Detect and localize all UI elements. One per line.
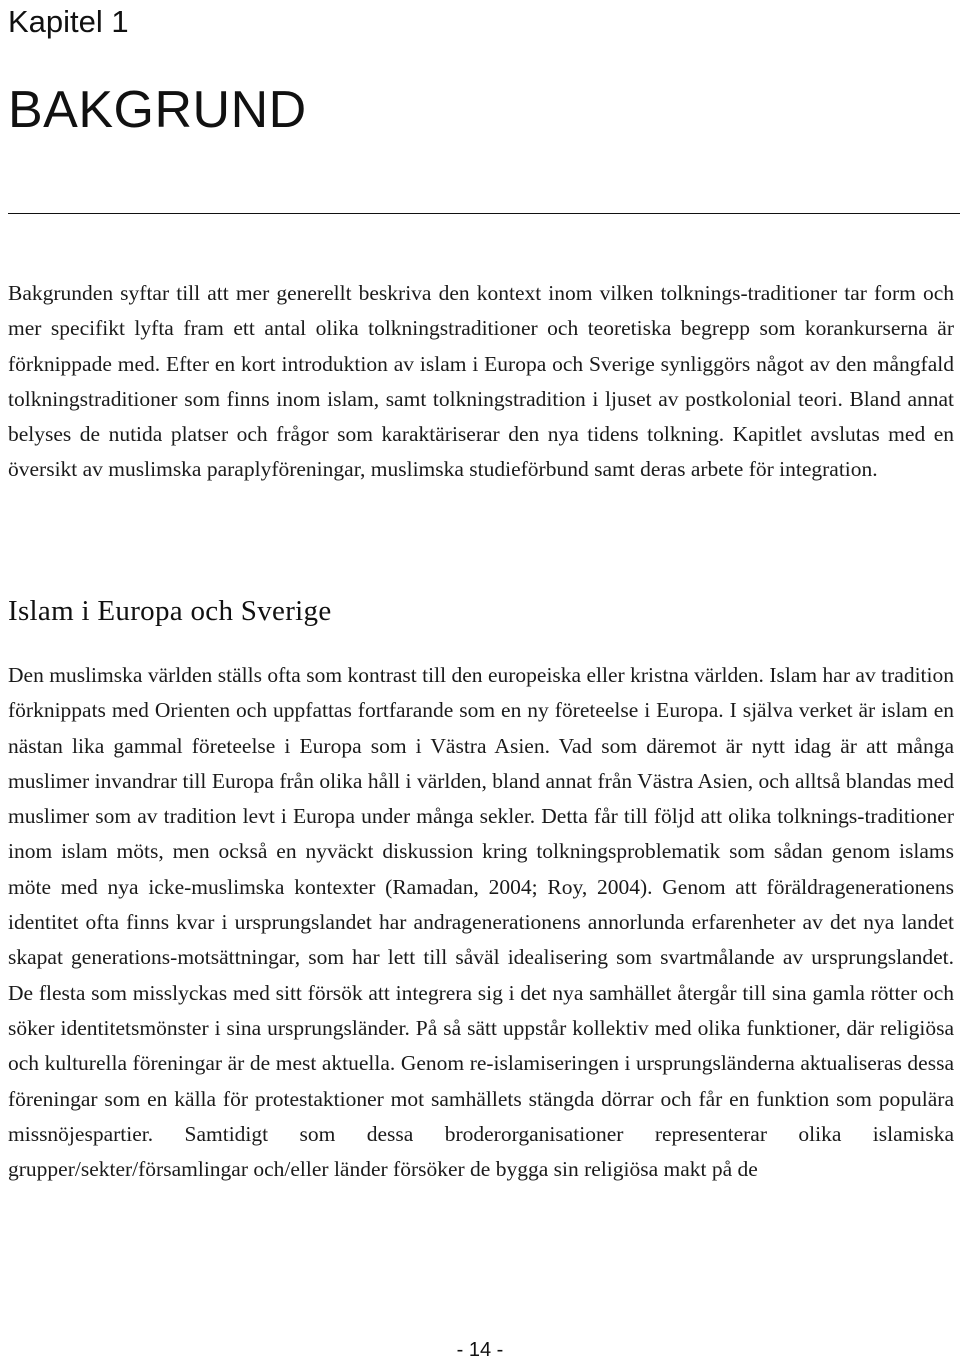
chapter-label: Kapitel 1 [8, 4, 129, 39]
intro-paragraph: Bakgrunden syftar till att mer generellt beskriva den kontext inom vilken tolknings-traditioner tar form och mer specifikt lyfta fram ett antal olika tolkningstraditioner och teoretiska begrepp som korankurserna är förknippade med. Efter en kort introduktion av islam i Europa och Sverige synliggörs något av den mångfald tolkningstraditioner som finns inom islam, samt tolkningstradition i ljuset av postkolonial teori. Bland annat belyses de nutida platser och frågor som karaktäriserar den nya tidens tolkning. Kapitlet avslutas med en översikt av muslimska paraplyföreningar, muslimska studieförbund samt deras arbete för integration. [8, 281, 954, 482]
chapter-divider [8, 213, 960, 214]
page-number: - 14 - [456, 1339, 504, 1361]
section-paragraph: Den muslimska världen ställs ofta som kontrast till den europeiska eller kristna världen. Islam har av tradition förknippats med Orienten och uppfattas fortfarande som en ny företeelse i Europa. I själva verket är islam en nästan lika gammal företeelse i Europa som i Västra Asien. Vad som däremot är nytt idag är att många muslimer invandrar till Europa från olika håll i världen, bland annat från Västra Asien, och alltså blandas med muslimer som av tradition levt i Europa under många sekler. Detta får till följd att olika tolknings-traditioner inom islam möts, men också en nyväckt diskussion kring tolkningsproblematik som sådan genom islams möte med nya icke-muslimska kontexter (Ramadan, 2004; Roy, 2004). Genom att föräldragenerationens identitet ofta finns kvar i ursprungslandet har andragenerationens annorlunda erfarenheter av det nya landet skapat generations-motsättningar, som har lett till såväl idealisering som svartmålande av ursprungslandet. De flesta som misslyckas med sitt försök att integrera sig i det nya samhället återgår till sina gamla rötter och söker identitetsmönster i sina ursprungsländer. På så sätt uppstår kollektiv med olika funktioner, där religiösa och kulturella föreningar är de mest aktuella. Genom re-islamiseringen i ursprungsländerna aktualiseras dessa föreningar som en källa för protestaktioner mot samhällets stängda dörrar och får en funktion som populära missnöjespartier. Samtidigt som dessa broderorganisationer representerar olika islamiska grupper/sekter/församlingar och/eller länder försöker de bygga sin religiösa makt på de [8, 663, 954, 1182]
chapter-title: BAKGRUND [8, 81, 307, 139]
section-heading: Islam i Europa och Sverige [8, 595, 332, 627]
